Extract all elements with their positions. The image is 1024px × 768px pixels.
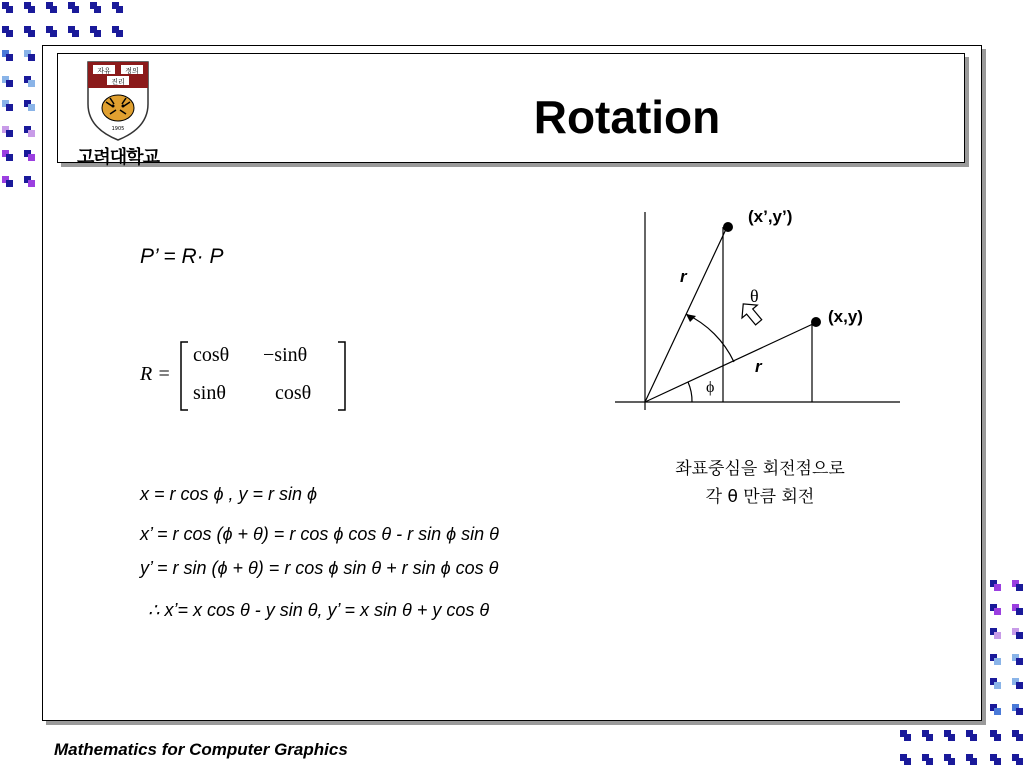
label-point-original: (x,y) (828, 307, 863, 326)
result-equation: ∴ x’= x cos θ - y sin θ, y’ = x sin θ + y cos θ (148, 600, 490, 620)
rotation-matrix (138, 338, 358, 414)
label-r-rotated: r (680, 267, 687, 286)
label-theta: θ (750, 286, 759, 306)
vector-original (645, 323, 815, 402)
point-original (811, 317, 821, 327)
matrix-cell-11: cosθ (193, 344, 230, 366)
svg-text:정의: 정의 (125, 67, 139, 75)
rotation-equation: P’ = R· P (140, 245, 224, 268)
matrix-cell-22: cosθ (275, 382, 312, 404)
caption-line-1: 좌표중심을 회전점으로 (675, 459, 845, 479)
polar-coordinates: x = r cos ϕ , y = r sin ϕ (140, 484, 318, 504)
caption-line-2: 각 θ 만큼 회전 (705, 487, 815, 507)
footer-course-title: Mathematics for Computer Graphics (54, 740, 348, 759)
label-r-original: r (755, 357, 762, 376)
x-prime-equation: x’ = r cos (ϕ + θ) = r cos ϕ cos θ - r sin ϕ sin θ (140, 524, 499, 544)
rotation-diagram (610, 200, 910, 420)
svg-text:1905: 1905 (111, 126, 125, 132)
label-point-rotated: (x’,y’) (748, 207, 793, 226)
y-prime-equation: y’ = r sin (ϕ + θ) = r cos ϕ sin θ + r sin ϕ cos θ (140, 558, 499, 578)
svg-text:자유: 자유 (97, 67, 111, 75)
university-name: 고려대학교 (77, 147, 159, 168)
label-phi: ϕ (706, 379, 715, 396)
theta-arc (686, 314, 734, 362)
phi-arc (688, 382, 692, 402)
slide-title: Rotation (533, 91, 721, 143)
matrix-lhs: R = (140, 363, 171, 385)
matrix-cell-21: sinθ (193, 382, 226, 404)
svg-text:진리: 진리 (111, 78, 125, 86)
matrix-cell-12: −sinθ (263, 344, 308, 366)
point-rotated (723, 222, 733, 232)
